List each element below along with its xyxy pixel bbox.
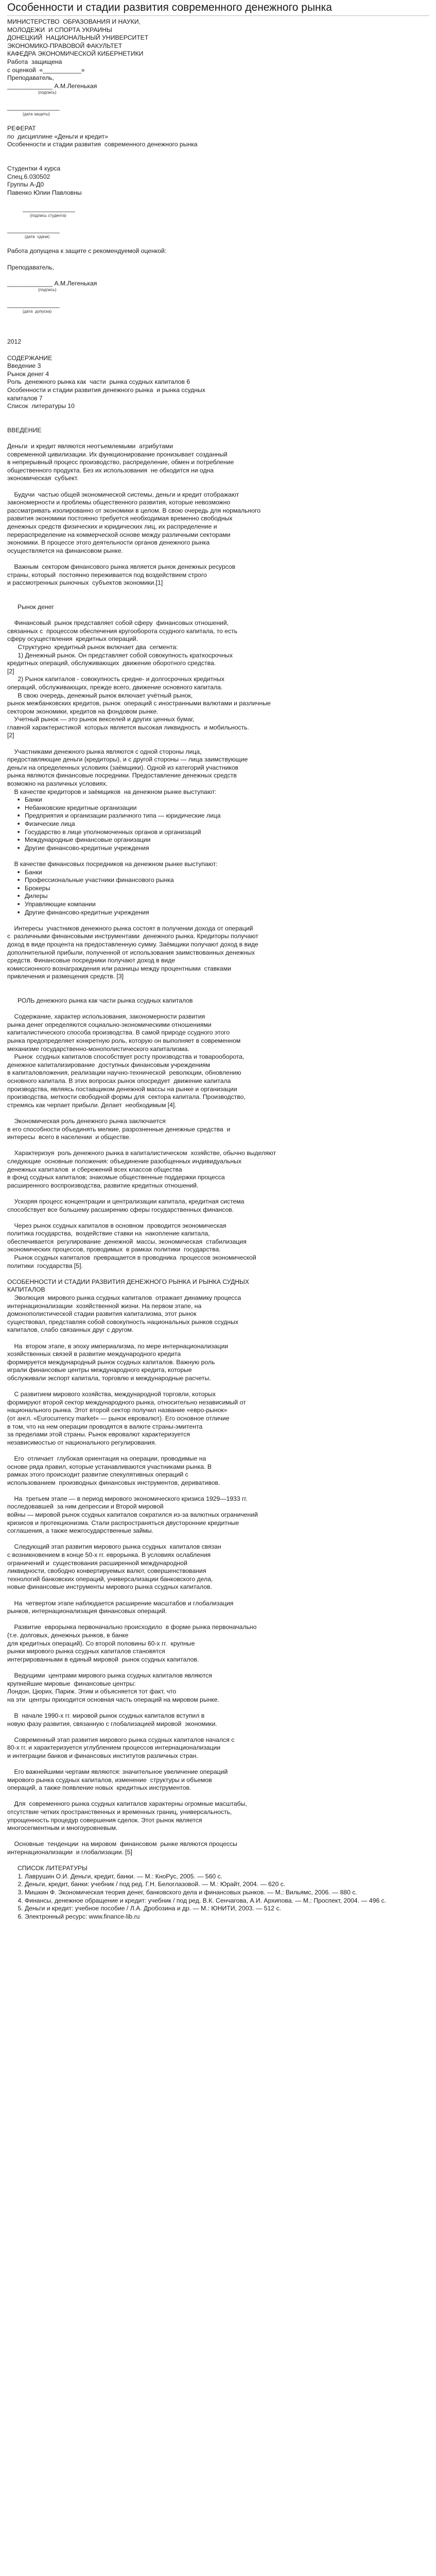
section2-line: в фонд ссудных капиталов; знакомые общественные поддержки процесса <box>7 1174 225 1181</box>
referat-block <box>7 125 429 165</box>
section3-line: соглашения, а также межгосударственные займы. <box>7 1527 154 1535</box>
reference-item: 2. Деньги, кредит, банки: учебник / под ред. Г.Н. Белоглазовой. — М.: Юрайт, 2004. — 620 с. <box>25 1880 429 1889</box>
toc-heading: СОДЕРЖАНИЕ <box>7 354 53 362</box>
section3-line: кризисов и протекционизма. Стали распространяться двусторонние кредитные <box>7 1519 239 1527</box>
intro-paragraph-line: осуществляется на финансовом рынке. <box>7 547 123 554</box>
reference-item: 3. Мишкин Ф. Экономическая теория денег, банковского дела и финансовых рынков. — М.: Вильямс, 2006. — 880 с. <box>25 1889 429 1897</box>
section1-line: сектором экономики, кредитов на фондовом рынке. <box>7 707 159 715</box>
section3-line: последовавшей за ним депрессии и Второй мировой <box>7 1503 164 1511</box>
section3-line: интернационализации хозяйственной жизни. На первом этапе, на <box>7 1302 202 1310</box>
year: 2012 <box>7 338 22 346</box>
section1-line: В качестве финансовых посредников на денежном рынке выступают: <box>7 860 218 868</box>
section2-line: рынка предопределяет конкретную роль, которую он выполняет в современном <box>7 1037 241 1045</box>
section3-line: крупнейшие мировые финансовые центры: <box>7 1680 136 1687</box>
section2-line: основного капитала. В этих вопросах рынок опосредует движение капитала <box>7 1077 231 1084</box>
title-divider <box>7 15 429 16</box>
intermediary-list-item: ■ Банки <box>25 869 429 877</box>
section3-line: 80-х гг. и характеризуется углублением процессов интернационализации <box>7 1744 221 1752</box>
section3-line: Современный этап развития мирового рынка ссудных капиталов начался с <box>7 1736 235 1743</box>
section3-line: и интеграции банков и финансовых институтов различных стран. <box>7 1752 198 1759</box>
section1-line: предоставляющие деньги (кредиторы), и с другой стороны — лица заимствующие <box>7 756 248 764</box>
section1-line: возможно на различных условиях. <box>7 780 108 788</box>
section2-line <box>7 1214 429 1222</box>
referat-topic: Особенности и стадии развития современного денежного рынка <box>7 141 198 148</box>
creditors-list <box>7 796 429 852</box>
section1-line: В свою очередь, денежный рынок включает учётный рынок, <box>7 691 193 699</box>
section3-line <box>7 1833 429 1841</box>
section2-line: Рынок ссудных капиталов превращается в проводника процессов экономической <box>7 1254 256 1262</box>
section3-heading: ОСОБЕННОСТИ И СТАДИИ РАЗВИТИЯ ДЕНЕЖНОГО РЫНКА И РЫНКА СУДНЫХ <box>7 1278 249 1285</box>
header-block <box>7 18 429 125</box>
section2-line <box>7 1190 429 1198</box>
page-title: Особенности и стадии развития современного денежного рынка <box>7 2 332 13</box>
section1-line: привлечения и размещения средств. [3] <box>7 973 124 980</box>
section3-line: рамках этого происходит развитие спекулятивных операций с <box>7 1471 188 1479</box>
section1-line: [2] <box>7 732 14 739</box>
header-line: КАФЕДРА ЭКОНОМИЧЕСКОЙ КИБЕРНЕТИКИ <box>7 50 144 58</box>
intro-paragraph-line: общественного продукта. Без их использования не обходится ни одна <box>7 466 214 474</box>
date-line: _______________ <box>7 103 60 111</box>
references-list <box>7 1873 429 1921</box>
intro-paragraph-line: Деньги и кредит являются неотъемлемыми атрибутами <box>7 443 173 450</box>
section1-line: В качестве кредиторов и заёмщиков на денежном рынке выступают: <box>7 788 217 795</box>
section3-line: за пределами этой страны. Рынок евровалют характеризуется <box>7 1431 190 1438</box>
creditor-list-item: ■ Другие финансово-кредитные учреждения <box>25 844 429 853</box>
creditor-list-item: ■ Банки <box>25 796 429 804</box>
section1-line: доход в виде процента на предоставленную сумму. Заёмщики получают доход в виде <box>7 940 258 948</box>
intro-paragraph-line: перераспределение на коммерческой основе между различными секторами <box>7 531 231 538</box>
section3-line: войны — мировой рынок ссудных капиталов сократился из-за валютных ограничений <box>7 1511 258 1519</box>
reference-item: 4. Финансы, денежное обращение и кредит: учебник / под ред. В.К. Сенчагова, А.И. Архипова. — М.: Проспект, 2004. — 496 с. <box>25 1897 429 1905</box>
section3-line: интегрированными в единый мировой рынок ссудных капиталов. <box>7 1655 199 1663</box>
section3-line: Для современного рынка ссудных капиталов характерны огромные масштабы, <box>7 1800 247 1808</box>
references-heading: СПИСОК ЛИТЕРАТУРЫ <box>18 1865 88 1872</box>
intro-paragraph-line: и рассмотренных рыночных субъектов экономики.[1] <box>7 579 163 587</box>
section1-line: связанных с процессом обеспечения кругооборота ссудного капитала, то есть <box>7 627 238 635</box>
document <box>7 0 429 1921</box>
section2-line: Через рынок ссудных капиталов в основном проводится экономическая <box>7 1222 226 1229</box>
section3-line: для кредитных операций). Со второй половины 60-х гг. крупные <box>7 1639 195 1647</box>
header-line: с оценкой «___________» <box>7 66 85 74</box>
section3-line <box>7 1487 429 1495</box>
section1-line: 2) Рынок капиталов - совокупность средне- и долгосрочных кредитных <box>7 675 224 683</box>
header-line: МОЛОДЕЖИ И СПОРТА УКРАИНЫ <box>7 26 112 33</box>
section3-line: новые финансовые инструменты мирового рынка ссудных капиталов. <box>7 1583 212 1591</box>
student-block <box>7 165 429 247</box>
section3-line <box>7 1447 429 1455</box>
section3-line: (от англ. «Eurocurrency market» — рынок евровалют). Его основное отличие <box>7 1414 230 1422</box>
section1-line: комиссионного вознаграждения или разницы между процентными ставками <box>7 964 231 972</box>
section1-text <box>7 619 429 796</box>
section3-line: рынки мирового рынка ссудных капиталов становятся <box>7 1648 165 1655</box>
intro-paragraph-line <box>7 483 429 491</box>
signature-caption: (подпись) <box>38 90 57 95</box>
student-date-caption: (дата сдачи) <box>25 234 50 239</box>
student-line: Спец.6.030502 <box>7 173 50 180</box>
toc-item: Введение 3 <box>7 362 41 370</box>
section1-line: рынка являются финансовые посредники. Предоставление денежных средств <box>7 772 237 779</box>
section3-line <box>7 1591 429 1600</box>
section3-line: С развитием мирового хозяйства, международной торговли, которых <box>7 1391 216 1398</box>
creditor-list-item: ■ Физические лица <box>25 820 429 828</box>
section3-line <box>7 1535 429 1544</box>
reference-item: 1. Лаврушин О.И. Деньги, кредит, банки. — М.: КноРус, 2005. — 560 с. <box>25 1873 429 1881</box>
section2-line: в его способности объединять мелкие, разрозненные денежные средства и <box>7 1125 231 1133</box>
section3-line: ликвидности, свободно конвертируемых валют, совершенствования <box>7 1567 206 1575</box>
section1-line: операций, обслуживающих, прежде всего, движение основного капитала. <box>7 683 223 691</box>
admission-line: _____________ А.М.Легенькая <box>7 279 97 287</box>
intro-paragraph-line: современной цивилизации. Их функционирование пронизывает созданный <box>7 450 228 458</box>
section1-line <box>7 852 429 860</box>
intro-paragraph-line: рассматривать изолированно от экономики в целом. В свою очередь для нормального <box>7 506 260 514</box>
section3-line: упрощенность процедур совершения сделок. Этот рынок является <box>7 1816 202 1824</box>
section3-line: играли финансовые центры международного кредита, которые <box>7 1366 192 1374</box>
intro-paragraph-line: экономики. В процессе этого деятельности органов денежного рынка <box>7 539 210 547</box>
referat-discipline: по дисциплине «Деньги и кредит» <box>7 132 108 140</box>
intro-text <box>7 443 429 587</box>
section3-line: технологий банковских операций, универсализации банковского дела, <box>7 1575 213 1583</box>
toc-item: Особенности и стадии развития денежного рынка и рынка ссудных <box>7 386 205 394</box>
section2-line: Ускоряя процесс концентрации и централизации капитала, кредитная система <box>7 1197 245 1205</box>
header-line: Преподаватель, <box>7 74 54 82</box>
section3-line <box>7 1704 429 1712</box>
section2-line: денежных капиталов и сбережений всех классов общества <box>7 1165 182 1173</box>
section2-line: в капиталовложения, реализации научно-технической революции, обновлению <box>7 1069 241 1077</box>
section3-line: мирового рынка ссудных капиталов, изменение структуры и объемов <box>7 1776 212 1784</box>
student-sign-caption: (подпись студента) <box>30 213 66 218</box>
section3-text <box>7 1294 429 1857</box>
intro-paragraph-line: закономерности и проблемы общественного развития, которые невозможно <box>7 499 231 506</box>
section-role <box>7 997 429 1278</box>
creditor-list-item: ■ Государство в лице уполномоченных органов и организаций <box>25 828 429 837</box>
header-line: ДОНЕЦКИЙ НАЦИОНАЛЬНЫЙ УНИВЕРСИТЕТ <box>7 34 149 42</box>
section3-line <box>7 1760 429 1768</box>
toc-item: капиталов 7 <box>7 394 43 402</box>
section2-line: политика государства, воздействие ставки на накопление капитала, <box>7 1230 210 1238</box>
intro-paragraph-line: в непрерывный процесс производство, распределение, обмен и потребление <box>7 459 234 466</box>
section3-line: На четвертом этапе наблюдается расширение масштабов и глобализация <box>7 1599 234 1607</box>
section1-line: Участниками денежного рынка являются с одной стороны лица, <box>7 748 202 755</box>
intro-paragraph-line <box>7 555 429 563</box>
section3-heading-2: КАПИТАЛОВ <box>7 1286 45 1294</box>
intermediary-list-item: ■ Дилеры <box>25 892 429 901</box>
header-line: ЭКОНОМИКО-ПРАВОВОЙ ФАКУЛЬТЕТ <box>7 42 123 49</box>
section1-line: Финансовый рынок представляет собой сферу финансовых отношений, <box>7 619 229 627</box>
creditor-list-item: ■ Небанковские кредитные организации <box>25 804 429 812</box>
admission-date-line: _______________ <box>7 301 60 308</box>
admission-sign-caption: (подпись) <box>38 287 57 293</box>
section2-text <box>7 1013 429 1270</box>
section2-line: денежное капитализирование доступных финансовым учреждениям <box>7 1061 211 1069</box>
intro-paragraph-line: Будучи частью общей экономической системы, деньги и кредит отображают <box>7 490 239 498</box>
section2-line: Рынок ссудных капиталов способствует росту производства и товарооборота, <box>7 1053 245 1061</box>
section3-line: независимостью от национального регулирования. <box>7 1438 156 1446</box>
section1-line: дополнительной прибыли, полученной от использования заимствованных денежных <box>7 948 255 956</box>
section3-line: капиталов, слабо связанных друг с другом. <box>7 1326 134 1334</box>
section1-line: Структурно кредитный рынок включает два сегмента: <box>7 643 178 651</box>
section2-line <box>7 1109 429 1117</box>
section2-line: расширенного воспроизводства, развитие кредитных отношений. <box>7 1181 199 1189</box>
section1-line: 1) Денежный рынок. Он представляет собой совокупность краткосрочных <box>7 651 233 659</box>
student-line: Павенко Юлии Павловны <box>7 189 82 196</box>
section3-line: Лондон, Цюрих, Париж. Этим и объясняется тот факт, что <box>7 1688 177 1696</box>
section3-line: обслуживали экспорт капитала, торговлю и международные расчеты. <box>7 1374 211 1382</box>
reference-item: 6. Электронный ресурс: www.finance-lib.ru <box>25 1913 429 1921</box>
section1-line: средств. Финансовые посредники получают доход в виде <box>7 957 176 964</box>
section3-line: Развитие еврорынка первоначально происходило в форме рынка первоначально <box>7 1623 257 1631</box>
section1-line: кредитных операций, обслуживающих движение оборотного средства. <box>7 659 216 667</box>
section2-line <box>7 1142 429 1150</box>
section3-line: основе ряда правил, которые устанавливаются участниками рынка. В <box>7 1463 212 1470</box>
section1-line: сферу осуществления кредитных операций. <box>7 635 138 643</box>
section3-line: на эти центры приходится основная часть операций на мировом рынке. <box>7 1696 219 1703</box>
section2-line: капиталистического способа производства. В самой природе ссудного этого <box>7 1029 230 1037</box>
section3-line: новую фазу развития, связанную с глобализацией мировой экономики. <box>7 1720 217 1727</box>
student-line: Студентки 4 курса <box>7 165 61 173</box>
section2-line: интересы всего в населении и обществе. <box>7 1133 131 1141</box>
section1-line <box>7 740 429 748</box>
section1-line: рынок межбанковских кредитов, рынок операций с иностранными валютами и различные <box>7 700 271 707</box>
section3-line: ограничений и существования расширенной международной <box>7 1559 187 1567</box>
section3-line: хозяйственных связей в развитие международного кредита <box>7 1350 181 1358</box>
date-caption: (дата защиты) <box>23 111 50 116</box>
section3-line <box>7 1334 429 1343</box>
section1-line: с различными финансовыми инструментами денежного рынка. Кредиторы получают <box>7 933 258 940</box>
section3-line: операций, а также появление новых кредитных инструментов. <box>7 1784 191 1792</box>
section3-line: Его отличает глубокая ориентация на операции, проводимые на <box>7 1454 206 1462</box>
section1-text-2 <box>7 852 429 868</box>
section3-line: Ведущими центрами мирового рынка ссудных капиталов являются <box>7 1671 212 1679</box>
section3-line: формируется международный рынок ссудных капиталов. Важную роль <box>7 1358 215 1366</box>
toc-item: Роль денежного рынка как части рынка ссудных капиталов 6 <box>7 378 190 386</box>
creditor-list-item: ■ Международные финансовые организации <box>25 836 429 844</box>
section2-line: экономических процессов, проводимых в рамках политики государства. <box>7 1246 221 1253</box>
section3-line: Основные тенденции на мировом финансовом рынке являются процессы <box>7 1840 237 1848</box>
creditor-list-item: ■ Предприятия и организации различного типа — юридические лица <box>25 812 429 820</box>
section1-heading: Рынок денег <box>18 603 54 611</box>
intro-paragraph-line: развития экономики постоянно требуется необходимая временно свободных <box>7 515 233 522</box>
section1-text-3 <box>7 917 429 981</box>
section3-line: (т.е. долговых, денежных рынков, в банке <box>7 1631 129 1639</box>
section2-line: Экономическая роль денежного рынка заключается <box>7 1117 166 1125</box>
section2-line: политики государства [5]. <box>7 1262 83 1269</box>
section-stages <box>7 1278 429 1865</box>
section3-line: рынков, интернационализация финансовых операций. <box>7 1607 167 1615</box>
introduction-section <box>7 427 429 603</box>
section3-line <box>7 1792 429 1801</box>
section2-line: рынка денег определяются социально-экономическими отношениями <box>7 1021 212 1028</box>
section2-line: производства, меткости свободной формы для сектора капитала. Производство, <box>7 1093 246 1101</box>
section3-line: домонополистической стадии развития капитализма, этот рынок <box>7 1310 197 1318</box>
section3-line <box>7 1664 429 1672</box>
section1-line: Учетный рынок — это рынок векселей и других ценных бумаг, <box>7 716 195 723</box>
section1-line: деньги на определенных условиях (заёмщики). Одной из категорий участников <box>7 764 239 771</box>
student-sign-line: _______________ <box>23 205 75 213</box>
admission-block <box>7 247 429 354</box>
toc-item: Рынок денег 4 <box>7 370 49 378</box>
referat-label: РЕФЕРАТ <box>7 125 36 132</box>
student-date-line: _______________ <box>7 226 60 234</box>
section2-line: производства, являясь поставщиком денежной массы на рынке и организации <box>7 1085 237 1093</box>
section3-line: отсутствие четких пространственных и временных границ, универсальность, <box>7 1808 232 1816</box>
intermediary-list-item: ■ Профессиональные участники финансового рынка <box>25 876 429 885</box>
section3-line: национального рынка. Этот второй сектор получил название «евро-рынок» <box>7 1406 228 1414</box>
intro-paragraph-line: денежных средств физических и юридических лиц, их распределение и <box>7 523 217 531</box>
section1-line: главной характеристикой которых является высокая ликвидность и мобильность. <box>7 723 249 731</box>
intermediary-list-item: ■ Управляющие компании <box>25 901 429 909</box>
intermediaries-list <box>7 869 429 917</box>
section-money-market <box>7 603 429 997</box>
section3-line: использованием производных финансовых инструментов, деривативов. <box>7 1479 220 1486</box>
section3-line: Его важнейшими чертами являются: значительное увеличение операций <box>7 1768 228 1776</box>
table-of-contents <box>7 354 429 427</box>
section1-line <box>7 917 429 925</box>
section3-line: многосегментным и многоуровневым. <box>7 1824 118 1832</box>
section2-line: способствует все большему расширению сферы государственных финансов. <box>7 1206 234 1213</box>
section2-line: стремясь как черпает прибыли. Делает необходимым [4]. <box>7 1101 177 1109</box>
section1-line: [2] <box>7 667 14 675</box>
section3-line: На втором этапе, в эпоху империализма, по мере интернационализации <box>7 1342 229 1350</box>
header-line: _____________ А.М.Легенькая <box>7 82 97 90</box>
header-line: МИНИСТЕРСТВО ОБРАЗОВАНИЯ И НАУКИ, <box>7 18 141 25</box>
section3-line: В начале 1990-х гг. мировой рынок ссудных капиталов вступил в <box>7 1711 205 1719</box>
intro-paragraph-line: Важным сектором финансового рынка является рынок денежных ресурсов <box>7 563 236 570</box>
section2-line: следующие основные положения: объединение разобщенных индивидуальных <box>7 1157 242 1165</box>
section3-line <box>7 1616 429 1624</box>
intro-paragraph-line: страны, который постоянно переживается под воздействием строго <box>7 571 207 579</box>
section3-line: в том, что на нем операции проводятся в валюте страны-эмитента <box>7 1422 203 1430</box>
student-line: Группы А-Д0 <box>7 181 44 189</box>
section2-line: Содержание, характер использования, закономерности развития <box>7 1013 205 1021</box>
intro-paragraph-line: экономическая субъект. <box>7 474 79 482</box>
section3-line: Эволюция мирового рынка ссудных капиталов отражает динамику процесса <box>7 1294 241 1302</box>
section2-line: Характеризуя роль денежного рынка в капиталистическом хозяйстве, обычно выделяют <box>7 1149 276 1157</box>
section3-line: формируют второй сектор международного рынка, относительно независимый от <box>7 1398 246 1406</box>
section3-line: с возникновением в конце 50-х гг. еврорынка. В условиях ослабления <box>7 1551 211 1559</box>
section2-heading: РОЛЬ денежного рынка как части рынка ссудных капиталов <box>18 997 193 1005</box>
section3-line: На третьем этапе — в период мирового экономического кризиса 1929—1933 гг. <box>7 1495 248 1502</box>
intermediary-list-item: ■ Брокеры <box>25 885 429 893</box>
admission-line: Работа допущена к защите с рекомендуемой оценкой: <box>7 247 167 255</box>
section3-line: интернационализации и глобализации. [5] <box>7 1849 132 1856</box>
intro-heading: ВВЕДЕНИЕ <box>7 426 42 434</box>
admission-line: Преподаватель, <box>7 263 54 271</box>
section2-line: обеспечивается регулирование денежной массы, экономическая стабилизация <box>7 1238 247 1245</box>
section1-line: Интересы участников денежного рынка состоят в получении дохода от операций <box>7 924 253 932</box>
intermediary-list-item: ■ Другие финансово-кредитные учреждения <box>25 909 429 917</box>
reference-item: 5. Деньги и кредит: учебное пособие / Л.А. Дробозина и др. — М.: ЮНИТИ, 2003. — 512 с. <box>25 1905 429 1913</box>
section3-line <box>7 1383 429 1391</box>
section2-line: механизме государственно-монополистического капитализма. <box>7 1045 189 1053</box>
admission-date-caption: (дата допуска) <box>23 309 52 314</box>
references-section <box>7 1865 429 1921</box>
header-line: Работа защищена <box>7 58 62 65</box>
toc-item: Список литературы 10 <box>7 402 75 410</box>
section3-line <box>7 1728 429 1736</box>
section3-line: существовал, представляя собой совокупность национальных рынков ссудных <box>7 1318 238 1326</box>
section3-line: Следующий этап развития мирового рынка ссудных капиталов связан <box>7 1543 221 1551</box>
